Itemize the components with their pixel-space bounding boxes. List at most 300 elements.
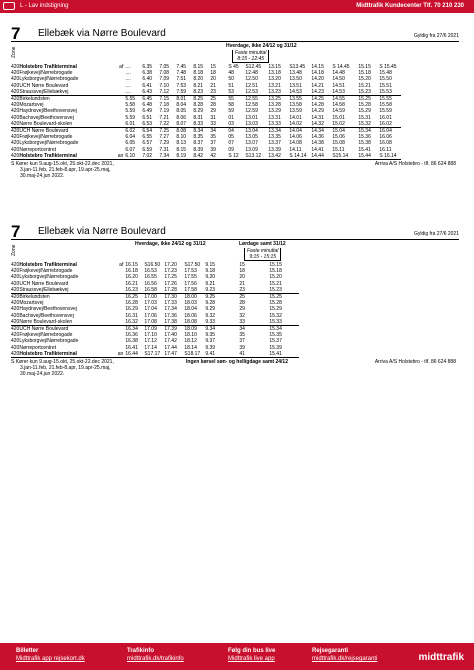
- time-cell: 9.21: [205, 280, 216, 287]
- time-cell: 15.04: [332, 128, 358, 135]
- zone-cell: 420: [11, 114, 20, 121]
- time-cell: 16.18: [125, 268, 138, 275]
- time-cell: 13.35: [268, 134, 281, 141]
- time-cell: 6.02: [125, 128, 142, 135]
- footer-heading: Følg din bus live: [228, 648, 276, 654]
- time-cell: S 14.45: [332, 64, 350, 70]
- time-cell: 17.36: [164, 312, 177, 319]
- time-cell: 13.42: [268, 153, 289, 160]
- zone-cell: 420: [11, 326, 20, 333]
- time-cell: 8.15: [176, 146, 187, 153]
- time-cell: 17.12: [144, 338, 157, 345]
- time-cell: 16.31: [125, 312, 138, 319]
- time-cell: 15.20: [269, 274, 282, 281]
- stop-name: Mozartsvej: [19, 300, 44, 307]
- time-cell: 58: [228, 102, 234, 109]
- time-cell: 14.50: [332, 76, 345, 83]
- table-row: [11, 121, 401, 128]
- stop-name: UCH Nørre Boulevard: [19, 326, 111, 333]
- time-cell: 16.11: [379, 146, 392, 153]
- table-row: [11, 351, 299, 358]
- time-cell: 16.20: [125, 274, 138, 281]
- time-cell: 15.23: [269, 286, 282, 293]
- stop-name: Holstebro Trafikterminal: [19, 262, 77, 268]
- time-cell: 7.10: [159, 82, 170, 89]
- time-cell: S17.17: [144, 351, 164, 358]
- stop-name: Lyksborgvej/Nørrebrogade: [19, 140, 79, 147]
- zone-cell: 420: [11, 312, 20, 319]
- zone-cell: 420: [11, 88, 20, 95]
- route-number: 7: [11, 222, 21, 241]
- time-cell: 14.23: [311, 88, 324, 95]
- time-cell: 6.10: [125, 153, 142, 160]
- table-row: [11, 96, 401, 103]
- time-cell: 9.41: [205, 351, 239, 358]
- time-cell: 6.49: [142, 108, 153, 115]
- arr-dep-cell: [111, 319, 125, 326]
- zone-cell: 420: [11, 82, 20, 89]
- time-cell: 05: [228, 134, 234, 141]
- time-cell: 15.23: [358, 88, 371, 95]
- time-cell: 48: [228, 70, 234, 77]
- zone-cell: 420: [11, 134, 20, 141]
- time-cell: 15.48: [379, 70, 392, 77]
- time-cell: 7.59: [176, 88, 187, 95]
- time-cell: 6.45: [142, 96, 159, 103]
- zone-cell: 420: [11, 350, 20, 357]
- time-cell: 16.29: [125, 306, 138, 313]
- stop-name: Straussvej/Ellebækvej: [19, 88, 69, 95]
- zone-cell: 420: [11, 294, 20, 301]
- time-cell: 6.38: [142, 70, 153, 77]
- low-entry-note: L - Lav indstigning: [20, 3, 69, 9]
- stop-name: Bachsvej/Beethovensvej: [19, 312, 74, 319]
- time-cell: 18.12: [184, 338, 197, 345]
- bus-logo-icon: [3, 2, 15, 10]
- time-cell: 35: [239, 332, 245, 339]
- frequency-label: Faste minuttal: [235, 50, 267, 56]
- time-cell: 17.38: [164, 318, 177, 325]
- time-cell: 15.55: [379, 96, 401, 103]
- stop-name: Lyksborgvej/Nørrebrogade: [19, 76, 79, 83]
- time-cell: 16.34: [125, 326, 144, 333]
- time-cell: 14.53: [332, 88, 345, 95]
- time-cell: 15.02: [332, 120, 345, 127]
- time-cell: 17.55: [184, 274, 197, 281]
- timetable-title: [11, 24, 459, 43]
- time-cell: ....: [125, 76, 131, 83]
- time-cell: S12.45: [245, 64, 262, 70]
- footer-link-trafficinfo[interactable]: midttrafik.dk/trafikinfo: [127, 656, 184, 662]
- time-cell: S18.17: [184, 351, 205, 358]
- time-cell: 16.36: [125, 332, 138, 339]
- footer-tickets: [16, 647, 85, 663]
- time-cell: 16.32: [125, 318, 138, 325]
- time-cell: 7.53: [176, 82, 187, 89]
- time-cell: 17.00: [144, 294, 164, 301]
- time-cell: 13.29: [268, 108, 281, 115]
- time-cell: 15.34: [358, 128, 379, 135]
- time-cell: 8.39: [193, 146, 204, 153]
- time-cell: 6.01: [125, 120, 136, 127]
- time-cell: 7.29: [159, 140, 170, 147]
- time-cell: 15.29: [269, 306, 282, 313]
- time-cell: 9.32: [205, 312, 216, 319]
- footer-live: [228, 647, 275, 663]
- time-cell: 16.58: [144, 286, 157, 293]
- time-cell: 5.59: [125, 108, 136, 115]
- time-cell: 16.08: [379, 140, 392, 147]
- time-cell: 13.37: [268, 140, 281, 147]
- time-cell: 21: [210, 82, 216, 89]
- time-cell: 29: [210, 108, 216, 115]
- time-cell: 9.34: [205, 326, 239, 333]
- time-cell: 7.27: [159, 134, 170, 141]
- footnote-line: S Kører kun 9.aug-15.okt, 25.okt-22.dec 2021,: [11, 359, 114, 366]
- time-cell: 25: [239, 294, 269, 301]
- time-cell: 15.21: [358, 82, 371, 89]
- zone-cell: 420: [11, 108, 20, 115]
- time-cell: 7.19: [159, 108, 170, 115]
- time-cell: 14.53: [289, 88, 302, 95]
- time-cell: 15.33: [269, 318, 282, 325]
- stop-name: Bachsvej/Beethovensvej: [19, 114, 74, 121]
- time-cell: 18.00: [184, 294, 205, 301]
- zone-cell: 420: [11, 120, 20, 127]
- time-cell: 8.06: [176, 114, 187, 121]
- footer-link-live[interactable]: Midttrafik live app: [228, 656, 275, 662]
- footnote-line: S Kører kun 9.aug-15.okt, 25.okt-22.dec 2021,: [11, 161, 114, 168]
- time-cell: 7.02: [142, 153, 159, 160]
- time-cell: 50: [228, 76, 234, 83]
- zone-label: Zone: [11, 244, 17, 256]
- stop-name: Frøjkevej/Nørrebrogade: [19, 70, 73, 77]
- time-cell: 8.18: [193, 70, 204, 77]
- time-cell: 12.58: [245, 102, 258, 109]
- time-cell: 6.04: [125, 134, 136, 141]
- time-cell: 8.23: [193, 88, 204, 95]
- stop-name: Nørre Boulevard-skolen: [19, 318, 73, 325]
- day-type-saturday: Lørdage samt 31/12: [239, 241, 286, 247]
- stop-name: Holstebro Trafikterminal: [19, 153, 111, 160]
- time-cell: 7.48: [176, 70, 187, 77]
- time-cell: 14.59: [332, 108, 345, 115]
- time-cell: 53: [228, 88, 234, 95]
- column-header: [11, 240, 459, 262]
- arr-dep-cell: af: [119, 64, 124, 70]
- footer-heading: Rejsegaranti: [312, 648, 349, 654]
- time-cell: S13.45: [289, 64, 306, 70]
- time-cell: 14.32: [311, 120, 324, 127]
- time-cell: 16.02: [379, 120, 392, 127]
- stop-name: Haydnsvej/Beethovensvej: [19, 306, 77, 313]
- time-cell: S16.50: [144, 262, 161, 268]
- time-cell: 14.38: [311, 140, 324, 147]
- footer-link-guarantee[interactable]: midttrafik.dk/rejsegaranti: [312, 656, 378, 662]
- time-cell: 14.02: [289, 120, 302, 127]
- time-cell: 8.15: [193, 64, 204, 70]
- stop-name: Lyksborgvej/Nørrebrogade: [19, 274, 79, 281]
- destination: Ellebæk via Nørre Boulevard: [38, 28, 166, 39]
- time-cell: 9.15: [205, 262, 216, 268]
- arr-dep-cell: af: [119, 262, 124, 268]
- zone-cell: 420: [11, 102, 20, 109]
- time-cell: 13.23: [268, 88, 281, 95]
- time-cell: 17.34: [164, 306, 177, 313]
- time-cell: 17.23: [164, 268, 177, 275]
- time-cell: 5.58: [125, 102, 136, 109]
- time-cell: 34: [239, 326, 269, 333]
- zone-cell: 420: [11, 338, 20, 345]
- time-cell: 16.53: [144, 268, 157, 275]
- time-cell: 8.37: [193, 140, 204, 147]
- time-cell: 5.59: [125, 114, 136, 121]
- time-cell: 28: [239, 300, 245, 307]
- frequency-box: [244, 248, 281, 261]
- zone-cell: 420: [11, 274, 20, 281]
- time-cell: 15.01: [332, 114, 345, 121]
- time-cell: 8.34: [193, 128, 210, 135]
- time-cell: 17.56: [184, 280, 197, 287]
- time-cell: S15.14: [332, 153, 358, 160]
- time-cell: 13.39: [268, 146, 281, 153]
- time-cell: 15.28: [269, 300, 282, 307]
- time-cell: 17.40: [164, 332, 177, 339]
- time-cell: 8.08: [176, 128, 193, 135]
- time-cell: 8.07: [176, 120, 187, 127]
- time-cell: 9.28: [205, 300, 216, 307]
- destination: Ellebæk via Nørre Boulevard: [38, 226, 166, 237]
- table-row: [11, 287, 299, 294]
- time-cell: 07: [228, 140, 234, 147]
- time-cell: 12.55: [245, 96, 268, 103]
- arr-dep-cell: an: [111, 351, 125, 358]
- footnote: [11, 359, 211, 377]
- time-cell: 17.53: [184, 268, 197, 275]
- zone-cell: 420: [11, 344, 20, 351]
- time-cell: 13.05: [245, 134, 258, 141]
- time-cell: 6.57: [142, 140, 153, 147]
- time-cell: 15.18: [269, 268, 282, 275]
- time-cell: 13.01: [245, 114, 258, 121]
- time-cell: 13.48: [289, 70, 302, 77]
- time-cell: 7.05: [159, 64, 170, 70]
- arr-dep-cell: [111, 287, 125, 294]
- time-cell: 12.59: [245, 108, 258, 115]
- time-cell: 13.18: [268, 70, 281, 77]
- timetable-table: [11, 64, 401, 160]
- time-cell: 13.04: [245, 128, 268, 135]
- time-cell: 16.23: [125, 286, 138, 293]
- time-cell: 16.25: [125, 294, 144, 301]
- time-cell: 17.47: [164, 351, 184, 358]
- zone-cell: 420: [11, 146, 20, 153]
- zone-cell: 420: [11, 96, 20, 103]
- zone-cell: 420: [11, 300, 20, 307]
- route-number: 7: [11, 24, 21, 43]
- time-cell: ....: [125, 70, 131, 77]
- time-cell: 8.31: [193, 114, 204, 121]
- time-cell: 23: [210, 88, 216, 95]
- time-cell: 18.09: [184, 326, 205, 333]
- time-cell: 8.05: [176, 108, 187, 115]
- time-cell: 14.31: [311, 114, 324, 121]
- table-row: [11, 326, 299, 333]
- time-cell: 15.29: [358, 108, 371, 115]
- zone-cell: 420: [11, 268, 20, 275]
- timetable-weekday: [11, 24, 459, 183]
- time-cell: 7.09: [159, 76, 170, 83]
- valid-from: Gyldig fra 27/6 2021: [413, 231, 459, 237]
- time-cell: 34: [210, 128, 228, 135]
- time-cell: S 15.45: [379, 64, 397, 70]
- time-cell: 37: [210, 140, 216, 147]
- time-cell: 15: [210, 64, 216, 70]
- time-cell: 17.25: [164, 274, 177, 281]
- valid-from: Gyldig fra 27/6 2021: [413, 33, 459, 39]
- stop-name: Nørreportcentret: [19, 344, 57, 351]
- time-cell: 15.37: [269, 338, 282, 345]
- time-cell: 6.35: [142, 64, 153, 70]
- time-cell: 16.21: [125, 280, 138, 287]
- time-cell: 59: [228, 108, 234, 115]
- stop-name: Birkelundsten: [19, 96, 111, 103]
- time-cell: 15.31: [358, 114, 371, 121]
- time-cell: 15.59: [379, 108, 392, 115]
- time-cell: 18.08: [184, 318, 197, 325]
- time-cell: 8.10: [176, 134, 187, 141]
- time-cell: 6.55: [142, 134, 153, 141]
- time-cell: 14.06: [289, 134, 302, 141]
- time-cell: 16.41: [125, 344, 138, 351]
- footer-link-tickets[interactable]: Midttrafik app rejsekort.dk: [16, 656, 85, 662]
- footnote-line: 3.jan-11.feb, 21.feb-8.apr, 19.apr-25.maj,: [20, 365, 111, 372]
- zone-cell: 420: [11, 64, 20, 70]
- time-cell: 16.55: [144, 274, 157, 281]
- time-cell: 8.42: [193, 153, 210, 160]
- time-cell: 13.59: [289, 108, 302, 115]
- time-cell: 7.15: [159, 96, 176, 103]
- time-cell: 13.34: [268, 128, 289, 135]
- footer-heading: Trafikinfo: [127, 648, 155, 654]
- time-cell: 14.11: [289, 146, 302, 153]
- frequency-time: 8:15 - 12:45: [237, 56, 265, 62]
- stop-name: UCH Nørre Boulevard: [19, 280, 69, 287]
- time-cell: 39: [210, 146, 216, 153]
- time-cell: 15.39: [269, 344, 282, 351]
- time-cell: 14.28: [311, 102, 324, 109]
- time-cell: 15.41: [269, 351, 299, 358]
- time-cell: 04: [228, 128, 245, 135]
- zone-cell: 420: [11, 332, 20, 339]
- footnote-line: 3.jan-11.feb, 21.feb-8.apr, 19.apr-25.maj,: [20, 167, 111, 174]
- footnote-line: 30.maj-24.jun 2022.: [20, 173, 65, 180]
- stop-name: Birkelundsten: [19, 294, 111, 301]
- arr-dep-cell: [111, 121, 125, 128]
- arr-dep-cell: [111, 294, 125, 301]
- time-cell: 6.59: [142, 146, 153, 153]
- time-cell: 5.55: [125, 96, 142, 103]
- zone-cell: 420: [11, 140, 20, 147]
- time-cell: 17.10: [144, 332, 157, 339]
- time-cell: 14.51: [332, 82, 345, 89]
- time-cell: 18: [239, 268, 245, 275]
- time-cell: 13.15: [268, 64, 281, 70]
- footer-guarantee: [312, 647, 377, 663]
- time-cell: 8.21: [193, 82, 204, 89]
- no-service-note: Ingen kørsel søn- og helligdage samt 24/12: [186, 359, 288, 366]
- notes: [11, 359, 459, 381]
- top-bar: [0, 0, 474, 13]
- stop-name: Nørre Boulevard-skolen: [19, 120, 73, 127]
- time-cell: 14.25: [311, 96, 332, 103]
- stop-name: UCH Nørre Boulevard: [19, 82, 69, 89]
- time-cell: 41: [239, 351, 269, 358]
- frequency-time: 9:15 - 15:15: [249, 254, 277, 260]
- time-cell: 13.09: [245, 146, 258, 153]
- time-cell: 15.35: [269, 332, 282, 339]
- time-cell: 17.42: [164, 338, 177, 345]
- time-cell: 15.08: [332, 140, 345, 147]
- table-row: [11, 128, 401, 135]
- time-cell: 7.31: [159, 146, 170, 153]
- time-cell: 13.33: [268, 120, 281, 127]
- time-cell: 14.44: [311, 153, 332, 160]
- time-cell: 42: [210, 153, 228, 160]
- time-cell: 13.07: [245, 140, 258, 147]
- footer-trafficinfo: [127, 647, 184, 663]
- zone-cell: 420: [11, 318, 20, 325]
- timetable-table: [11, 262, 299, 358]
- time-cell: 13.50: [289, 76, 302, 83]
- time-cell: 7.45: [176, 64, 187, 70]
- time-cell: 15.41: [358, 146, 371, 153]
- stop-name: Frøjkevej/Nørrebrogade: [19, 134, 73, 141]
- zone-cell: 420: [11, 280, 20, 287]
- time-cell: S 16.14: [379, 153, 401, 160]
- time-cell: 15.53: [379, 88, 392, 95]
- time-cell: 17.09: [144, 326, 164, 333]
- time-cell: 12.48: [245, 70, 258, 77]
- time-cell: 7.34: [159, 153, 176, 160]
- time-cell: 13.28: [268, 102, 281, 109]
- time-cell: 15.06: [332, 134, 345, 141]
- time-cell: 13.20: [268, 76, 281, 83]
- time-cell: 8.35: [193, 134, 204, 141]
- time-cell: 12.51: [245, 82, 258, 89]
- time-cell: 12.50: [245, 76, 258, 83]
- time-cell: ....: [125, 88, 131, 95]
- time-cell: 13.51: [289, 82, 302, 89]
- footnote-line: 30.maj-24.jun 2022.: [20, 371, 65, 378]
- time-cell: 17.33: [164, 300, 177, 307]
- time-cell: 14.18: [311, 70, 324, 77]
- time-cell: 7.25: [159, 128, 176, 135]
- time-cell: 7.21: [159, 114, 170, 121]
- time-cell: 21: [239, 280, 245, 287]
- footnote: [11, 161, 211, 179]
- time-cell: 13.31: [268, 114, 281, 121]
- time-cell: 15.18: [358, 70, 371, 77]
- time-cell: 8.19: [176, 153, 193, 160]
- time-cell: 16.56: [144, 280, 157, 287]
- time-cell: 15.36: [358, 134, 371, 141]
- stop-name: Holstebro Trafikterminal: [19, 351, 111, 358]
- time-cell: 14.55: [332, 96, 358, 103]
- frequency-box: [232, 50, 269, 63]
- time-cell: 14.15: [311, 64, 324, 70]
- time-cell: 09: [228, 146, 234, 153]
